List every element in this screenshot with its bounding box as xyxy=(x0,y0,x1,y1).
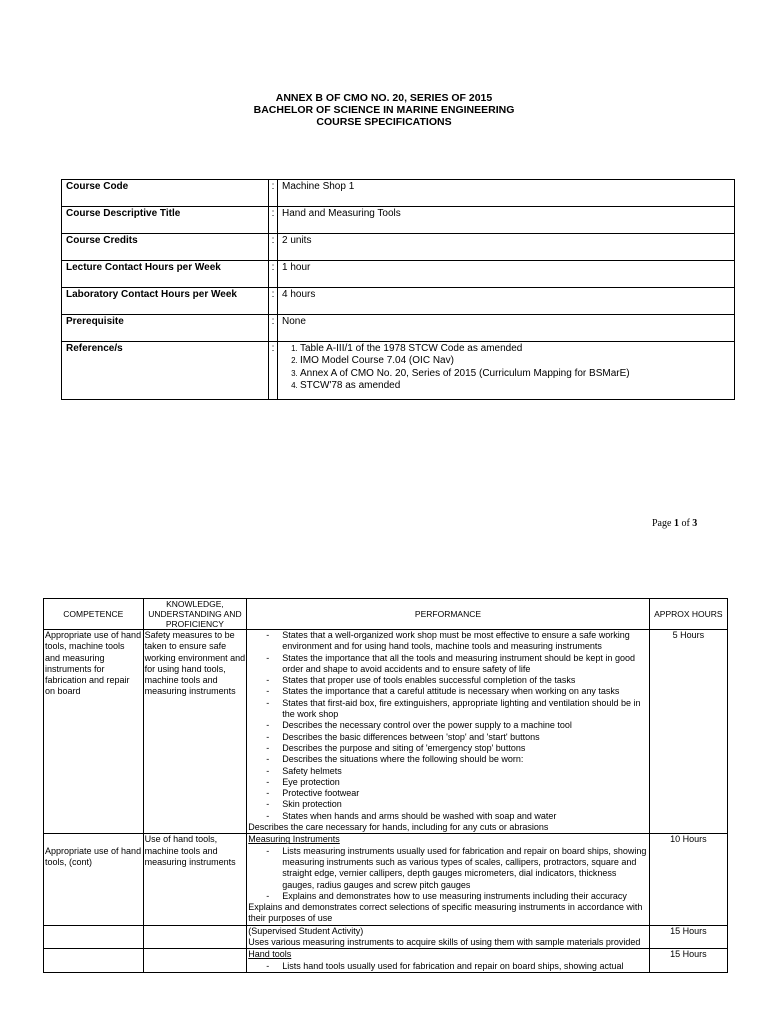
page-current: 1 xyxy=(673,518,679,529)
list-item: - Describes the basic differences between 'stop' and 'start' buttons xyxy=(248,732,647,743)
reference-item: 4. STCW'78 as amended xyxy=(300,380,730,392)
spec-row xyxy=(62,234,735,261)
page-total: 3 xyxy=(692,518,698,529)
spec-value: Machine Shop 1 xyxy=(278,180,735,207)
list-item: - States that first-aid box, fire extinguishers, appropriate lighting and ventilation should be in the work shop xyxy=(248,698,647,721)
spec-value: 2 units xyxy=(278,234,735,261)
hours-cell: 10 Hours xyxy=(649,834,727,925)
table-row xyxy=(44,949,728,973)
list-item: - Explains and demonstrates how to use measuring instruments including their accuracy xyxy=(248,891,647,902)
performance-list xyxy=(248,630,647,822)
page-of: of xyxy=(681,518,690,529)
list-item: - States that a well-organized work shop must be most effective to ensure a safe working environment and for using hand tools, machine tools and measuring instruments xyxy=(248,630,647,653)
list-item: - Describes the necessary control over the power supply to a machine tool xyxy=(248,720,647,731)
spec-label: Laboratory Contact Hours per Week xyxy=(62,288,269,315)
spec-value: 4 hours xyxy=(278,288,735,315)
competence-table xyxy=(43,598,728,973)
reference-item: 1. Table A-III/1 of the 1978 STCW Code as amended xyxy=(300,343,730,355)
spec-row xyxy=(62,315,735,342)
header-knowledge: KNOWLEDGE, UNDERSTANDING AND PROFICIENCY xyxy=(143,599,247,630)
page-number xyxy=(652,518,697,529)
spec-colon: : xyxy=(269,234,278,261)
knowledge-cell: Use of hand tools, machine tools and measuring instruments xyxy=(143,834,247,925)
document-header xyxy=(0,92,768,128)
activity-label: (Supervised Student Activity) xyxy=(248,925,364,936)
competence-cell xyxy=(44,925,144,949)
performance-cell xyxy=(247,949,649,973)
references-cell xyxy=(278,342,735,400)
table-row xyxy=(44,834,728,925)
hours-cell: 15 Hours xyxy=(649,925,727,949)
competence-text: Appropriate use of hand tools, (cont) xyxy=(45,845,142,867)
section-heading: Hand tools xyxy=(248,949,292,960)
list-item: - Lists hand tools usually used for fabrication and repair on board ships, showing actual xyxy=(248,961,647,972)
section-heading: Measuring Instruments xyxy=(248,834,340,845)
list-item: - Skin protection xyxy=(248,799,647,810)
header-line-1: ANNEX B OF CMO NO. 20, SERIES OF 2015 xyxy=(275,92,493,104)
spec-colon: : xyxy=(269,261,278,288)
spec-label: Course Code xyxy=(62,180,269,207)
list-item: - States the importance that all the tools and measuring instrument should be kept in good order and shape to avoid accidents and to ensure safety of life xyxy=(248,653,647,676)
performance-cell xyxy=(247,925,649,949)
performance-cell xyxy=(247,834,649,925)
performance-list xyxy=(248,961,647,972)
table-row xyxy=(44,630,728,834)
spec-label: Course Credits xyxy=(62,234,269,261)
spec-colon: : xyxy=(269,315,278,342)
list-item: - Eye protection xyxy=(248,777,647,788)
page-prefix: Page xyxy=(652,518,672,529)
list-item: - Describes the situations where the following should be worn: xyxy=(248,754,647,765)
list-item: - States that proper use of tools enables successful completion of the tasks xyxy=(248,675,647,686)
reference-item: 3. Annex A of CMO No. 20, Series of 2015 (Curriculum Mapping for BSMarE) xyxy=(300,368,730,380)
list-item: - Safety helmets xyxy=(248,766,647,777)
knowledge-cell xyxy=(143,925,247,949)
spec-colon: : xyxy=(269,288,278,315)
header-line-3: COURSE SPECIFICATIONS xyxy=(316,116,452,128)
spec-value: 1 hour xyxy=(278,261,735,288)
list-item: - Lists measuring instruments usually used for fabrication and repair on board ships, showing measuring instruments such as various types of scales, callipers, protractors, square and straight edge, vernier callipers, depth gauges micrometers, dial indicators, thickness gauges, radius gauges and screw pitch gauges xyxy=(248,846,647,891)
spec-colon: : xyxy=(269,342,278,400)
spec-colon: : xyxy=(269,207,278,234)
performance-tail: Describes the care necessary for hands, including for any cuts or abrasions xyxy=(248,822,549,833)
spec-colon: : xyxy=(269,180,278,207)
table-row xyxy=(44,925,728,949)
spec-label: Lecture Contact Hours per Week xyxy=(62,261,269,288)
spec-label: Course Descriptive Title xyxy=(62,207,269,234)
list-item: - Describes the purpose and siting of 'emergency stop' buttons xyxy=(248,743,647,754)
spec-row xyxy=(62,261,735,288)
knowledge-cell: Safety measures to be taken to ensure safe working environment and for using hand tools, machine tools and measuring instruments xyxy=(143,630,247,834)
hours-cell: 15 Hours xyxy=(649,949,727,973)
spec-row xyxy=(62,180,735,207)
spec-row xyxy=(62,288,735,315)
competence-cell xyxy=(44,834,144,925)
competence-cell xyxy=(44,949,144,973)
performance-cell xyxy=(247,630,649,834)
header-competence: COMPETENCE xyxy=(44,599,144,630)
list-item: - States the importance that a careful attitude is necessary when working on any tasks xyxy=(248,686,647,697)
references-list xyxy=(282,343,730,392)
header-line-2: BACHELOR OF SCIENCE IN MARINE ENGINEERING xyxy=(253,104,515,116)
course-spec-table xyxy=(61,179,735,400)
header-performance: PERFORMANCE xyxy=(247,599,649,630)
knowledge-cell xyxy=(143,949,247,973)
header-hours: APPROX HOURS xyxy=(649,599,727,630)
list-item: - States when hands and arms should be washed with soap and water xyxy=(248,811,647,822)
spec-label: Reference/s xyxy=(62,342,269,400)
performance-list xyxy=(248,846,647,902)
spec-row xyxy=(62,207,735,234)
activity-text: Uses various measuring instruments to acquire skills of using them with sample materials provided xyxy=(248,937,641,948)
spec-label: Prerequisite xyxy=(62,315,269,342)
competence-cell: Appropriate use of hand tools, machine tools and measuring instruments for fabrication and repair on board xyxy=(44,630,144,834)
spec-value: Hand and Measuring Tools xyxy=(278,207,735,234)
spec-value: None xyxy=(278,315,735,342)
list-item: - Protective footwear xyxy=(248,788,647,799)
table-header-row xyxy=(44,599,728,630)
reference-item: 2. IMO Model Course 7.04 (OIC Nav) xyxy=(300,355,730,367)
spec-row-references xyxy=(62,342,735,400)
hours-cell: 5 Hours xyxy=(649,630,727,834)
performance-tail: Explains and demonstrates correct selections of specific measuring instruments in accordance with their purposes of use xyxy=(248,902,643,924)
